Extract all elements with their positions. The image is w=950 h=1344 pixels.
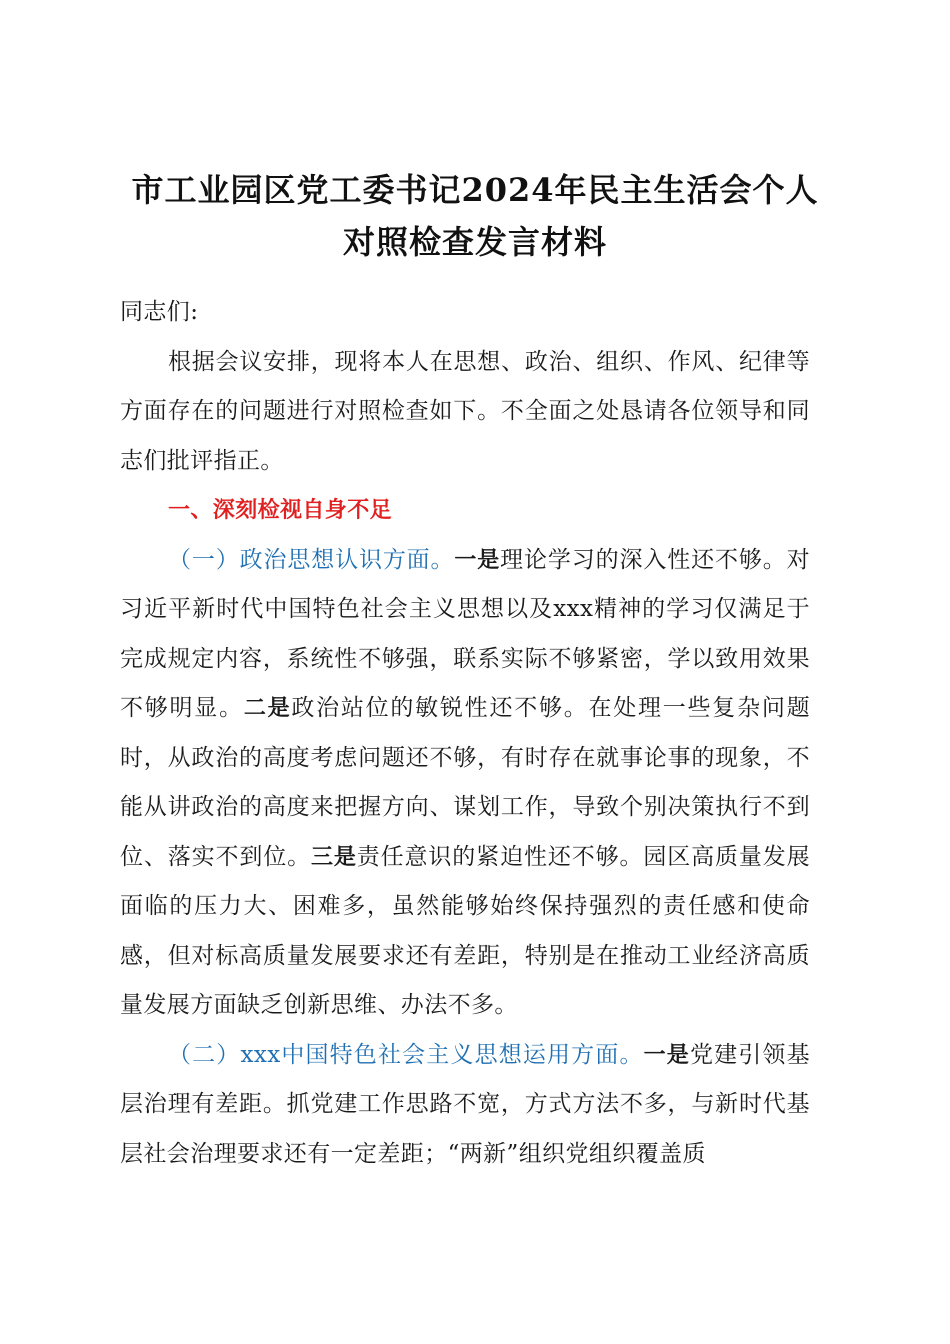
intro-paragraph: 根据会议安排，现将本人在思想、政治、组织、作风、纪律等方面存在的问题进行对照检查如下。不全面之处恳请各位领导和同志们批评指正。 bbox=[120, 348, 810, 474]
subsection-1-heading: （一）政治思想认识方面。 bbox=[168, 546, 455, 573]
point-text-4: 党建引领基层治理有差距。抓党建工作思路不宽，方式方法不多，与新时代基层社会治理要求还有一定差距；“两新”组织党组织覆盖质 bbox=[120, 1041, 810, 1167]
point-text-1: 理论学习的深入性还不够。对习近平新时代中国特色社会主义思想以及xxx精神的学习仅满足于完成规定内容，系统性不够强，联系实际不够紧密，学以致用效果不够明显。 bbox=[120, 546, 810, 721]
subsection-2-paragraph bbox=[120, 1031, 810, 1180]
subsection-1-paragraph bbox=[120, 536, 810, 1031]
point-text-2: 政治站位的敏锐性还不够。在处理一些复杂问题时，从政治的高度考虑问题还不够，有时存在就事论事的现象，不能从讲政治的高度来把握方向、谋划工作，导致个别决策执行不到位、落实不到位。 bbox=[120, 695, 810, 870]
document-body bbox=[120, 280, 810, 1179]
point-lead-2: 二是 bbox=[243, 696, 292, 721]
section-heading-1: 一、深刻检视自身不足 bbox=[168, 498, 393, 523]
point-lead-4: 一是 bbox=[643, 1042, 690, 1068]
point-text-3: 责任意识的紧迫性还不够。园区高质量发展面临的压力大、困难多，虽然能够始终保持强烈的责任感和使命感，但对标高质量发展要求还有差距，特别是在推动工业经济高质量发展方面缺乏创新思维、办法不多。 bbox=[120, 843, 810, 1018]
document-title-line-2: 对照检查发言材料 bbox=[342, 223, 607, 261]
point-lead-1: 一是 bbox=[454, 547, 501, 573]
subsection-2-heading: （二）xxx中国特色社会主义思想运用方面。 bbox=[168, 1041, 644, 1068]
point-lead-3: 三是 bbox=[311, 844, 357, 870]
salutation: 同志们: bbox=[120, 299, 199, 325]
document-title-line-1: 市工业园区党工委书记2024年民主生活会个人 bbox=[131, 171, 819, 209]
